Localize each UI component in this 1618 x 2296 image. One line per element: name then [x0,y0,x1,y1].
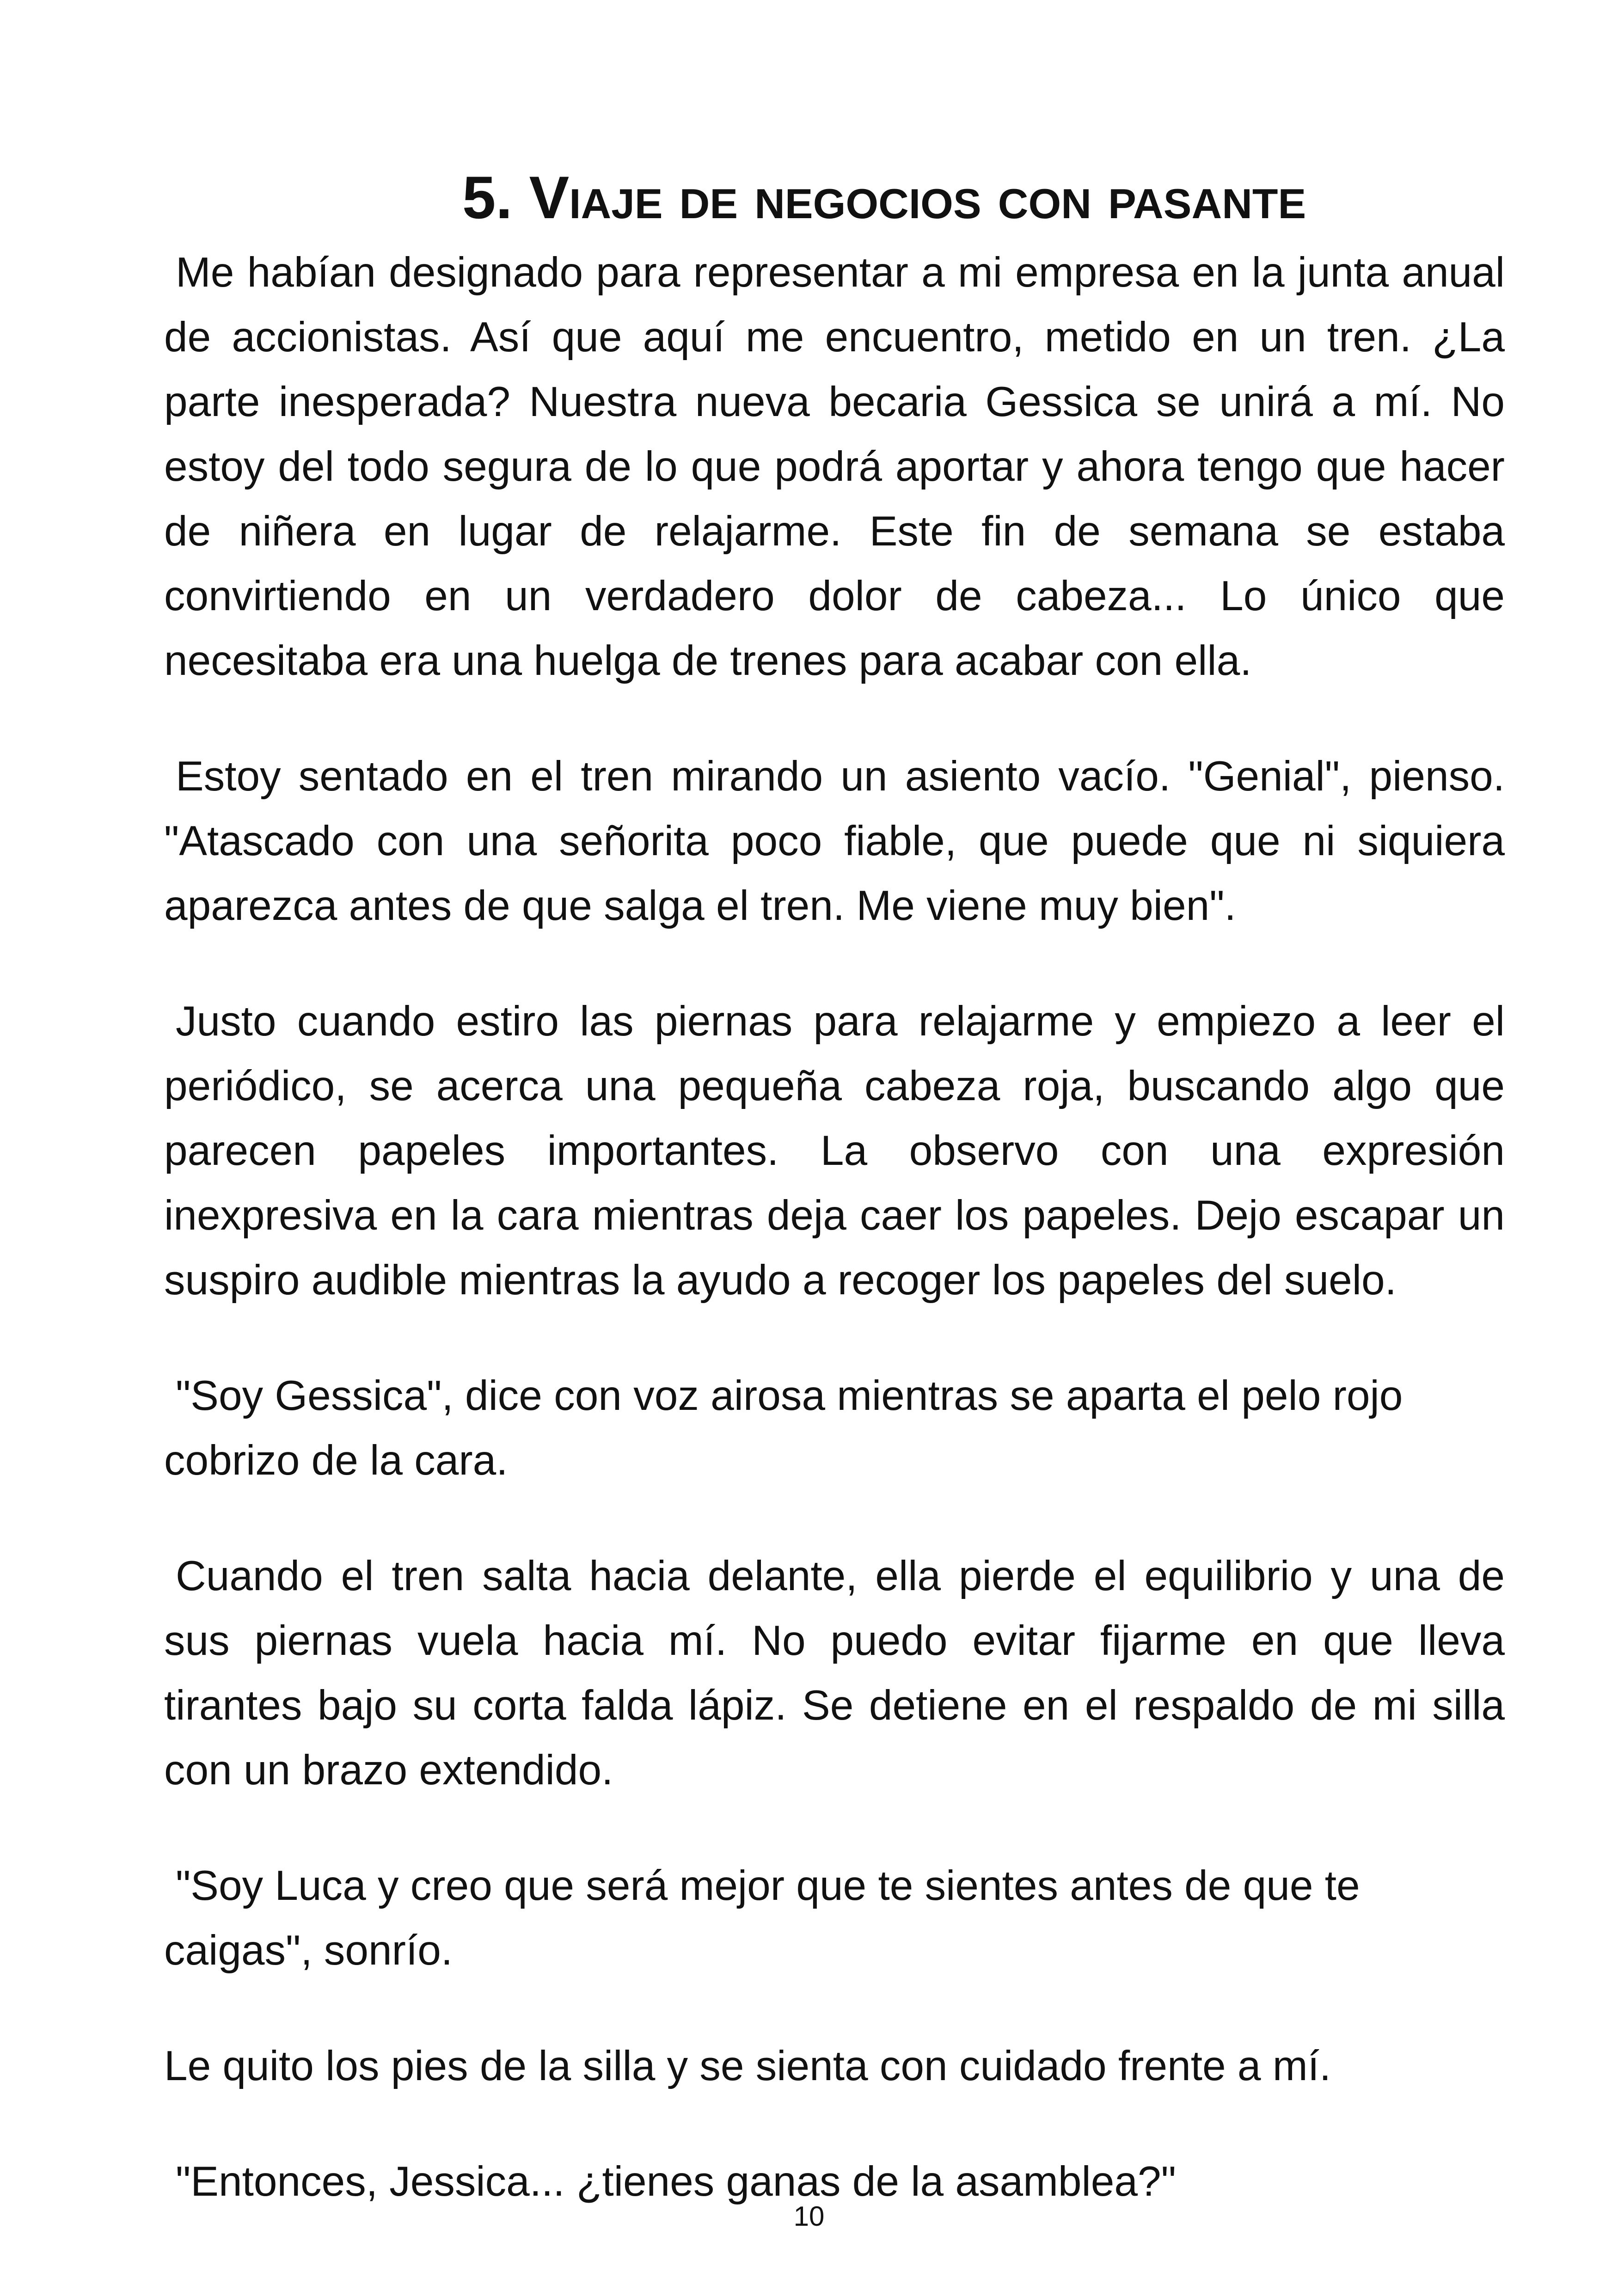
paragraph-2: Estoy sentado en el tren mirando un asiento vacío. "Genial", pienso. "Atascado con una señorita poco fiable, que puede que ni siquiera aparezca antes de que salga el tren. Me viene muy bien". [164,753,1505,929]
paragraph-7: Le quito los pies de la silla y se sienta con cuidado frente a mí. [164,2043,1331,2089]
chapter-title-prefix: 5. V [462,164,570,232]
page-number: 10 [793,2201,825,2232]
paragraph-1: Me habían designado para representar a mi empresa en la junta anual de accionistas. Así que aquí me encuentro, metido en un tren. ¿La parte inesperada? Nuestra nueva becaria Gessica se unirá a mí. No estoy del todo segura de lo que podrá aportar y ahora tengo que hacer de niñera en lugar de relajarme. Este fin de semana se estaba convirtiendo en un verdadero dolor de cabeza... Lo único que necesitaba era una huelga de trenes para acabar con ella. [164,249,1505,684]
paragraph-6: "Soy Luca y creo que será mejor que te sientes antes de que te caigas", sonrío. [164,1862,1360,1974]
chapter-title [462,156,1479,239]
paragraph-5: Cuando el tren salta hacia delante, ella pierde el equilibrio y una de sus piernas vuela hacia mí. No puedo evitar fijarme en que lleva tirantes bajo su corta falda lápiz. Se detiene en el respaldo de mi silla con un brazo extendido. [164,1553,1505,1794]
paragraph-3: Justo cuando estiro las piernas para relajarme y empiezo a leer el periódico, se acerca una pequeña cabeza roja, buscando algo que parecen papeles importantes. La observo con una expresión inexpresiva en la cara mientras deja caer los papeles. Dejo escapar un suspiro audible mientras la ayudo a recoger los papeles del suelo. [164,998,1505,1304]
body-text [164,240,1505,2265]
paragraph-4: "Soy Gessica", dice con voz airosa mientras se aparta el pelo rojo cobrizo de la cara. [164,1372,1403,1484]
paragraph-8: "Entonces, Jessica... ¿tienes ganas de la asamblea?" [176,2158,1176,2205]
chapter-title-rest: iaje de negocios con pasante [569,164,1306,232]
